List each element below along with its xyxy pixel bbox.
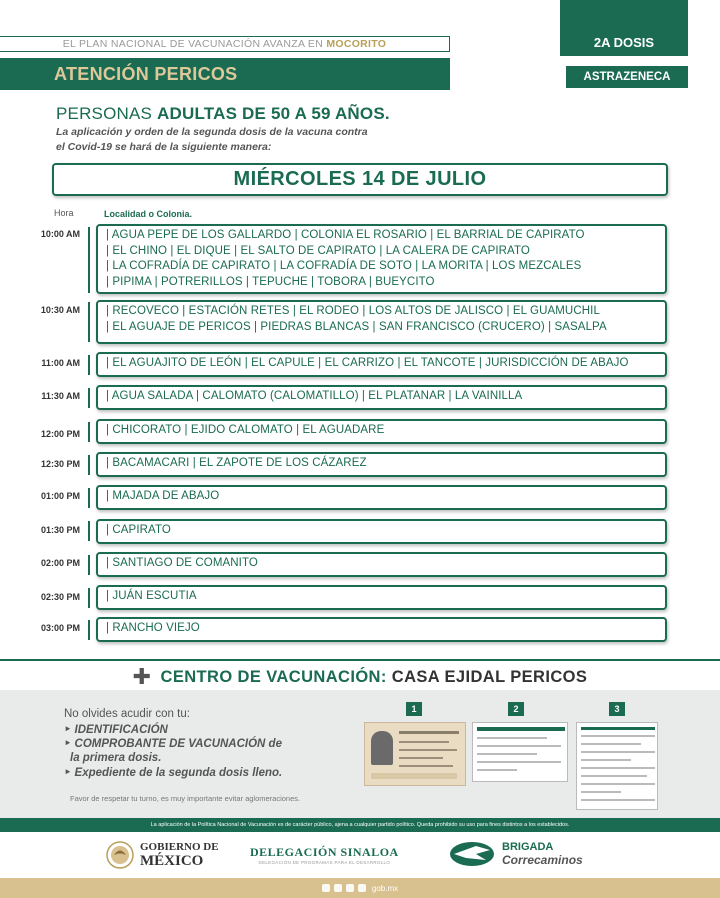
audience-heading [56, 104, 390, 124]
schedule-row [96, 224, 667, 294]
place-line: | AGUA PEPE DE LOS GALLARDO | COLONIA EL ROSARIO | EL BARRIAL DE CAPIRATO [106, 229, 585, 241]
requirement-text: COMPROBANTE DE VACUNACIÓN de [74, 738, 282, 750]
legal-bar [0, 818, 720, 832]
time-label: 12:00 PM [40, 429, 80, 439]
form-image [576, 722, 658, 810]
time-label: 01:00 PM [40, 491, 80, 501]
dose-badge [560, 0, 688, 56]
audience-prefix: PERSONAS [56, 104, 153, 123]
vaccine-badge [566, 66, 688, 88]
place-line: | PIPIMA | POTRERILLOS | TEPUCHE | TOBORA | BUEYCITO [106, 275, 435, 288]
place-line: | SANTIAGO DE COMANITO [106, 557, 258, 569]
requirement-text: IDENTIFICACIÓN [74, 724, 168, 736]
divider-line [88, 620, 90, 640]
vaccination-center [0, 664, 720, 690]
center-label: CENTRO DE VACUNACIÓN: [160, 668, 387, 686]
social-bar [0, 878, 720, 898]
certificate-image [472, 722, 568, 782]
place-line: | LA COFRADÍA DE CAPIRATO | LA COFRADÍA DE SOTO | LA MORITA | LOS MEZCALES [106, 260, 582, 272]
brigada-label: BRIGADA [502, 841, 554, 853]
band-title: ATENCIÓN PERICOS [54, 63, 238, 84]
intro-text [56, 125, 436, 155]
roadrunner-icon [446, 838, 498, 870]
dose-label: 2A DOSIS [593, 35, 655, 50]
divider-line [88, 488, 90, 508]
place-line: | MAJADA DE ABAJO [106, 490, 220, 502]
intro-line-1: La aplicación y orden de la segunda dosis de la vacuna contra [56, 126, 368, 138]
requirement-item: ‣ COMPROBANTE DE VACUNACIÓN de [64, 738, 282, 750]
divider-line [88, 302, 90, 342]
requirements-note: Favor de respetar tu turno, es muy importante evitar aglomeraciones. [70, 794, 301, 803]
requirements-title: No olvides acudir con tu: [64, 708, 190, 720]
column-time-header: Hora [54, 208, 74, 218]
time-label: 11:30 AM [41, 391, 80, 401]
correcaminos-label: Correcaminos [502, 853, 583, 867]
time-label: 03:00 PM [40, 623, 80, 633]
schedule-row [96, 519, 667, 544]
instagram-icon[interactable] [346, 884, 354, 892]
divider-line [88, 455, 90, 475]
legal-text: La aplicación de la Política Nacional de Vacunación es de carácter público, ajena a cualquier partido político. Queda prohibido su uso para fines distintos a los establecidos. [150, 822, 570, 828]
web-link[interactable]: gob.mx [371, 883, 399, 893]
plan-banner [0, 36, 450, 52]
audience-bold: ADULTAS DE 50 A 59 AÑOS. [157, 104, 390, 123]
schedule-row [96, 419, 667, 444]
doc-number: 3 [609, 702, 625, 716]
divider-line [88, 388, 90, 408]
schedule-row [96, 552, 667, 577]
time-label: 10:00 AM [40, 229, 80, 239]
delegation-logo [250, 845, 399, 865]
divider-line [88, 355, 90, 375]
plan-place: MOCORITO [326, 38, 387, 50]
delegation-sub: DELEGACIÓN DE PROGRAMAS PARA EL DESARROLLO [258, 860, 391, 865]
place-line: | EL AGUAJITO DE LEÓN | EL CAPULE | EL CARRIZO | EL TANCOTE | JURISDICCIÓN DE ABAJO [106, 357, 629, 369]
twitter-icon[interactable] [334, 884, 342, 892]
requirement-text: Expediente de la segunda dosis lleno. [74, 767, 283, 779]
requirement-item: ‣ Expediente de la segunda dosis lleno. [64, 767, 283, 779]
place-line: | BACAMACARI | EL ZAPOTE DE LOS CÁZAREZ [106, 457, 367, 469]
time-label: 02:00 PM [40, 558, 80, 568]
requirement-text: la primera dosis. [70, 752, 162, 764]
gobierno-logo [106, 840, 219, 870]
section-divider [0, 659, 720, 661]
place-line: | RECOVECO | ESTACIÓN RETES | EL RODEO | LOS ALTOS DE JALISCO | EL GUAMUCHIL [106, 305, 600, 317]
youtube-icon[interactable] [358, 884, 366, 892]
place-line: | RANCHO VIEJO [106, 622, 200, 634]
doc-number: 2 [508, 702, 524, 716]
place-line: | JUÁN ESCUTIA [106, 590, 197, 602]
attention-band [0, 58, 450, 90]
place-line: | CHICORATO | EJIDO CALOMATO | EL AGUADARE [106, 424, 385, 436]
delegation-name: DELEGACIÓN SINALOA [250, 845, 399, 859]
schedule-row [96, 585, 667, 610]
schedule-row [96, 352, 667, 377]
schedule-row [96, 617, 667, 642]
requirement-item: ‣ IDENTIFICACIÓN [64, 724, 168, 736]
brigada-logo [446, 838, 583, 870]
place-line: | CAPIRATO [106, 524, 171, 536]
schedule-row [96, 300, 667, 344]
plus-icon: ✚ [132, 664, 152, 689]
gob-line-1: GOBIERNO DE [140, 841, 219, 853]
divider-line [88, 422, 90, 442]
date-banner [52, 163, 668, 196]
place-line: | AGUA SALADA | CALOMATO (CALOMATILLO) | EL PLATANAR | LA VAINILLA [106, 390, 523, 402]
eagle-seal-icon [106, 840, 134, 870]
doc-number: 1 [406, 702, 422, 716]
facebook-icon[interactable] [322, 884, 330, 892]
time-label: 11:00 AM [41, 358, 80, 368]
place-line: | EL AGUAJE DE PERICOS | PIEDRAS BLANCAS | SAN FRANCISCO (CRUCERO) | SASALPA [106, 320, 607, 333]
intro-line-2: el Covid-19 se hará de la siguiente manera: [56, 141, 272, 153]
column-place-header: Localidad o Colonia. [104, 209, 193, 219]
time-label: 01:30 PM [40, 525, 80, 535]
schedule-row [96, 452, 667, 477]
requirement-item [70, 751, 161, 765]
date-label: MIÉRCOLES 14 DE JULIO [233, 168, 487, 190]
plan-prefix: EL PLAN NACIONAL DE VACUNACIÓN AVANZA EN [62, 38, 324, 50]
vaccine-label: ASTRAZENECA [583, 71, 671, 83]
id-card-image [364, 722, 466, 786]
divider-line [88, 227, 90, 293]
gob-line-2: MÉXICO [140, 853, 204, 869]
center-place: CASA EJIDAL PERICOS [391, 668, 588, 686]
divider-line [88, 588, 90, 608]
time-label: 02:30 PM [40, 592, 80, 602]
time-label: 10:30 AM [40, 305, 80, 315]
divider-line [88, 521, 90, 541]
time-label: 12:30 PM [40, 459, 80, 469]
divider-line [88, 555, 90, 575]
schedule-row [96, 385, 667, 410]
schedule-row [96, 485, 667, 510]
place-line: | EL CHINO | EL DIQUE | EL SALTO DE CAPIRATO | LA CALERA DE CAPIRATO [106, 244, 530, 257]
